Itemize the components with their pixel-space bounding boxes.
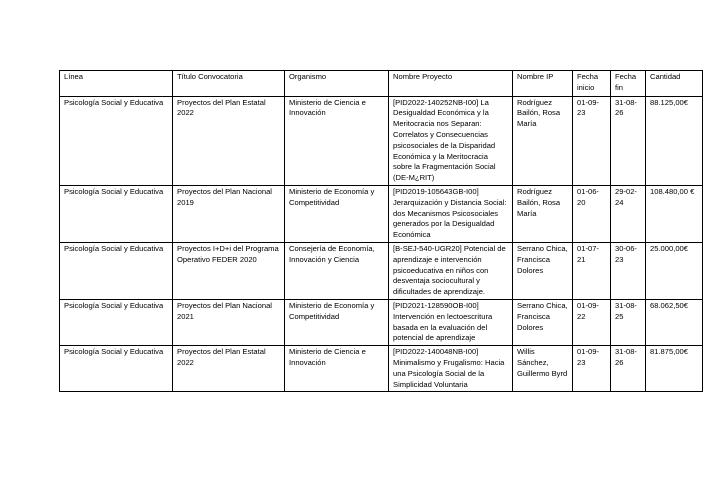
cell-organismo: Ministerio de Economía y Competitividad: [285, 299, 389, 345]
cell-cantidad: 68.062,50€: [646, 299, 703, 345]
cell-titulo: Proyectos del Plan Nacional 2021: [173, 299, 285, 345]
cell-linea: Psicología Social y Educativa: [60, 96, 173, 185]
cell-inicio: 01-07-21: [573, 242, 611, 299]
cell-inicio: 01-09-23: [573, 96, 611, 185]
table-row: [60, 185, 703, 242]
cell-fin: 30-06-23: [611, 242, 646, 299]
header-organismo: Organismo: [285, 71, 389, 97]
cell-organismo: Ministerio de Ciencia e Innovación: [285, 346, 389, 392]
cell-fin: 29-02-24: [611, 185, 646, 242]
table-row: [60, 242, 703, 299]
cell-titulo: Proyectos del Plan Estatal 2022: [173, 96, 285, 185]
cell-ip: Rodríguez Bailón, Rosa María: [513, 185, 573, 242]
cell-titulo: Proyectos I+D+i del Programa Operativo FEDER 2020: [173, 242, 285, 299]
cell-linea: Psicología Social y Educativa: [60, 185, 173, 242]
cell-proyecto: [PID2022-140252NB-I00] La Desigualdad Económica y la Meritocracia nos Separan: Correlatos y Consecuencias psicosociales de la Disparidad Económica y la Meritocracia sobre la Fragmentación Social (DE-M¿RIT): [389, 96, 513, 185]
header-nombre-ip: Nombre IP: [513, 71, 573, 97]
cell-organismo: Ministerio de Economía y Competitividad: [285, 185, 389, 242]
header-fecha-fin: Fecha fin: [611, 71, 646, 97]
cell-fin: 31-08-25: [611, 299, 646, 345]
cell-organismo: Consejería de Economía, Innovación y Ciencia: [285, 242, 389, 299]
research-projects-table: [59, 70, 703, 392]
cell-cantidad: 25.000,00€: [646, 242, 703, 299]
cell-inicio: 01-09-23: [573, 346, 611, 392]
cell-linea: Psicología Social y Educativa: [60, 346, 173, 392]
cell-proyecto: [B-SEJ-540-UGR20] Potencial de aprendizaje e intervención psicoeducativa en niños con desventaja sociocultural y dificultades de aprendizaje.: [389, 242, 513, 299]
cell-proyecto: [PID2021-128590OB-I00] Intervención en lectoescritura basada en la evaluación del potencial de aprendizaje: [389, 299, 513, 345]
cell-ip: Rodríguez Bailón, Rosa María: [513, 96, 573, 185]
header-fecha-inicio: Fecha inicio: [573, 71, 611, 97]
table-header-row: [60, 71, 703, 97]
cell-cantidad: 88.125,00€: [646, 96, 703, 185]
cell-cantidad: 108.480,00 €: [646, 185, 703, 242]
header-cantidad: Cantidad: [646, 71, 703, 97]
table-row: [60, 346, 703, 392]
cell-inicio: 01-09-22: [573, 299, 611, 345]
cell-titulo: Proyectos del Plan Nacional 2019: [173, 185, 285, 242]
header-linea: Línea: [60, 71, 173, 97]
cell-titulo: Proyectos del Plan Estatal 2022: [173, 346, 285, 392]
table-row: [60, 96, 703, 185]
cell-proyecto: [PID2022-140048NB-I00] Minimalismo y Frugalismo: Hacia una Psicología Social de la Simplicidad Voluntaria: [389, 346, 513, 392]
header-titulo-convocatoria: Título Convocatoria: [173, 71, 285, 97]
header-nombre-proyecto: Nombre Proyecto: [389, 71, 513, 97]
cell-ip: Serrano Chica, Francisca Dolores: [513, 299, 573, 345]
cell-linea: Psicología Social y Educativa: [60, 242, 173, 299]
cell-ip: Serrano Chica, Francisca Dolores: [513, 242, 573, 299]
cell-organismo: Ministerio de Ciencia e Innovación: [285, 96, 389, 185]
cell-proyecto: [PID2019-105643GB-I00] Jerarquización y Distancia Social: dos Mecanismos Psicosociales generados por la Desigualdad Económica: [389, 185, 513, 242]
cell-inicio: 01-06-20: [573, 185, 611, 242]
table-row: [60, 299, 703, 345]
cell-ip: Willis Sánchez, Guillermo Byrd: [513, 346, 573, 392]
cell-fin: 31-08-26: [611, 346, 646, 392]
cell-cantidad: 81.875,00€: [646, 346, 703, 392]
cell-fin: 31-08-26: [611, 96, 646, 185]
cell-linea: Psicología Social y Educativa: [60, 299, 173, 345]
